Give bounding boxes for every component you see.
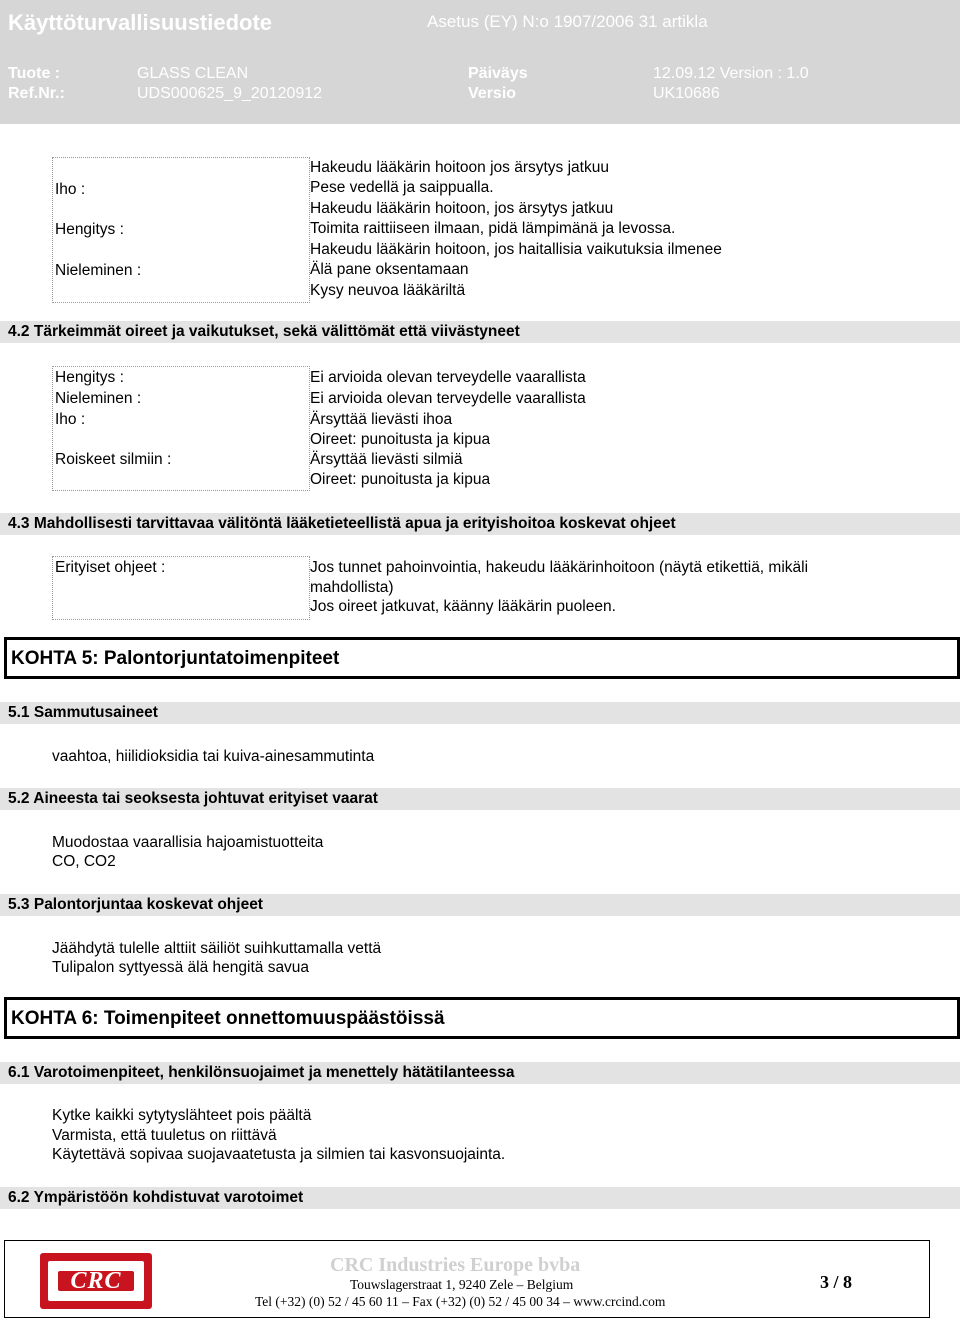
section-6-1-title: 6.1 Varotoimenpiteet, henkilönsuojaimet ja menettely hätätilanteessa bbox=[8, 1064, 515, 1081]
special-hazard-line: CO, CO2 bbox=[52, 853, 116, 870]
section-5-title: KOHTA 5: Palontorjuntatoimenpiteet bbox=[11, 648, 340, 669]
firefighting-advice-line: Tulipalon syttyessä älä hengitä savua bbox=[52, 959, 310, 976]
ref-label: Ref.Nr.: bbox=[8, 85, 65, 102]
symptom-line: Ei arvioida olevan terveydelle vaarallista bbox=[310, 369, 586, 386]
section-5-3-title: 5.3 Palontorjuntaa koskevat ohjeet bbox=[8, 896, 263, 913]
section-5-1-title: 5.1 Sammutusaineet bbox=[8, 704, 158, 721]
first-aid-line: Hakeudu lääkärin hoitoon jos ärsytys jatkuu bbox=[310, 159, 609, 176]
special-instruction-line: Jos tunnet pahoinvointia, hakeudu lääkärinhoitoon (näytä etikettiä, mikäli bbox=[310, 559, 809, 576]
version-value: UK10686 bbox=[653, 85, 720, 102]
company-contact: Tel (+32) (0) 52 / 45 60 11 – Fax (+32) (0) 52 / 45 00 34 – www.crcind.com bbox=[255, 1294, 666, 1309]
ref-value: UDS000625_9_20120912 bbox=[137, 85, 323, 102]
precaution-line: Kytke kaikki sytytyslähteet pois päältä bbox=[52, 1107, 312, 1124]
symptom-line: Oireet: punoitusta ja kipua bbox=[310, 431, 491, 448]
section-5-2-title: 5.2 Aineesta tai seoksesta johtuvat erityiset vaarat bbox=[8, 790, 378, 807]
first-aid-line: Toimita raittiiseen ilmaan, pidä lämpimänä ja levossa. bbox=[310, 220, 676, 237]
skin-label: Iho : bbox=[55, 411, 86, 428]
first-aid-line: Hakeudu lääkärin hoitoon, jos ärsytys jatkuu bbox=[310, 200, 614, 217]
special-instruction-line: mahdollista) bbox=[310, 579, 394, 596]
document-title: Käyttöturvallisuustiedote bbox=[8, 10, 273, 35]
section-6-2-title: 6.2 Ympäristöön kohdistuvat varotoimet bbox=[8, 1189, 304, 1206]
inhalation-label: Hengitys : bbox=[55, 221, 124, 238]
first-aid-line: Pese vedellä ja saippualla. bbox=[310, 179, 494, 196]
special-instruction-line: Jos oireet jatkuvat, käänny lääkärin puoleen. bbox=[310, 598, 616, 615]
special-hazard-line: Muodostaa vaarallisia hajoamistuotteita bbox=[52, 834, 324, 851]
first-aid-line: Hakeudu lääkärin hoitoon, jos haitallisia vaikutuksia ilmenee bbox=[310, 241, 722, 258]
date-label: Päiväys bbox=[468, 65, 528, 82]
extinguishing-media-line: vaahtoa, hiilidioksidia tai kuiva-ainesammutinta bbox=[52, 748, 375, 765]
skin-label: Iho : bbox=[55, 181, 86, 198]
symptom-line: Oireet: punoitusta ja kipua bbox=[310, 471, 491, 488]
page-number: 3 / 8 bbox=[820, 1272, 853, 1292]
date-value: 12.09.12 Version : 1.0 bbox=[653, 65, 809, 82]
symptom-line: Ärsyttää lievästi ihoa bbox=[310, 411, 453, 428]
version-label: Versio bbox=[468, 85, 517, 102]
first-aid-line: Kysy neuvoa lääkäriltä bbox=[310, 282, 466, 299]
company-name: CRC Industries Europe bvba bbox=[330, 1254, 581, 1276]
symptom-line: Ärsyttää lievästi silmiä bbox=[310, 451, 463, 468]
precaution-line: Varmista, että tuuletus on riittävä bbox=[52, 1127, 277, 1144]
symptom-line: Ei arvioida olevan terveydelle vaarallista bbox=[310, 390, 586, 407]
precaution-line: Käytettävä sopivaa suojavaatetusta ja silmien tai kasvonsuojainta. bbox=[52, 1146, 506, 1163]
firefighting-advice-line: Jäähdytä tulelle alttiit säiliöt suihkuttamalla vettä bbox=[52, 940, 382, 957]
company-address: Touwslagerstraat 1, 9240 Zele – Belgium bbox=[350, 1277, 574, 1292]
special-instructions-label: Erityiset ohjeet : bbox=[55, 559, 166, 576]
ingestion-label: Nieleminen : bbox=[55, 390, 142, 407]
product-label: Tuote : bbox=[8, 65, 61, 82]
regulation-text: Asetus (EY) N:o 1907/2006 31 artikla bbox=[427, 12, 708, 31]
section-4-3-title: 4.3 Mahdollisesti tarvittavaa välitöntä lääketieteellistä apua ja erityishoitoa koskevat ohjeet bbox=[8, 515, 676, 532]
eye-contact-label: Roiskeet silmiin : bbox=[55, 451, 172, 468]
section-4-2-title: 4.2 Tärkeimmät oireet ja vaikutukset, sekä välittömät että viivästyneet bbox=[8, 323, 520, 340]
ingestion-label: Nieleminen : bbox=[55, 262, 142, 279]
inhalation-label: Hengitys : bbox=[55, 369, 124, 386]
first-aid-line: Älä pane oksentamaan bbox=[310, 261, 469, 278]
section-6-title: KOHTA 6: Toimenpiteet onnettomuuspäästöissä bbox=[11, 1008, 445, 1029]
product-value: GLASS CLEAN bbox=[137, 65, 249, 82]
crc-logo bbox=[40, 1253, 152, 1309]
crc-logo-text: CRC bbox=[70, 1267, 122, 1294]
